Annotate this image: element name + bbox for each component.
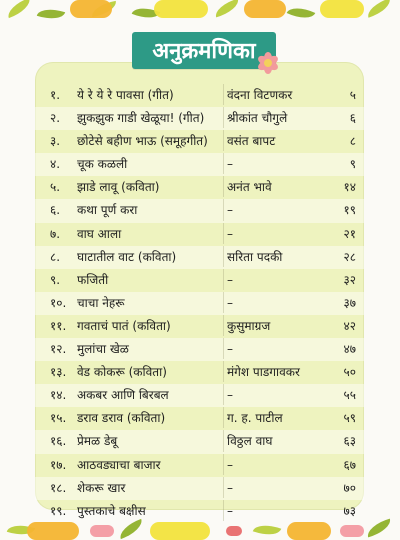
column-divider bbox=[223, 315, 224, 336]
toc-page: ६३ bbox=[343, 434, 356, 449]
flower-shape bbox=[287, 522, 331, 540]
leaf-icon bbox=[365, 0, 393, 18]
leaf-icon bbox=[253, 520, 282, 540]
toc-title: गवताचं पातं (कविता) bbox=[77, 318, 171, 333]
toc-row bbox=[35, 130, 364, 153]
toc-row bbox=[35, 430, 364, 453]
toc-author: वंदना विटणकर bbox=[227, 88, 293, 102]
column-divider bbox=[223, 500, 224, 521]
column-divider bbox=[223, 477, 224, 498]
toc-row bbox=[35, 223, 364, 246]
toc-number: ९. bbox=[50, 272, 61, 287]
toc-page: ५० bbox=[343, 365, 356, 380]
toc-author: – bbox=[227, 457, 233, 472]
toc-page: ८ bbox=[349, 134, 356, 149]
toc-title: अकबर आणि बिरबल bbox=[77, 388, 169, 403]
toc-row bbox=[35, 407, 364, 430]
toc-title: आठवड्याचा बाजार bbox=[77, 457, 161, 472]
toc-author: – bbox=[227, 226, 233, 241]
toc-author: ग. ह. पाटील bbox=[227, 411, 283, 426]
column-divider bbox=[223, 199, 224, 220]
toc-page: ४२ bbox=[343, 318, 356, 333]
toc-author: अनंत भावे bbox=[227, 180, 272, 195]
column-divider bbox=[223, 292, 224, 313]
toc-page: ७३ bbox=[343, 503, 356, 518]
toc-author: – bbox=[227, 157, 233, 172]
toc-author: – bbox=[227, 272, 233, 287]
toc-number: ८. bbox=[50, 249, 61, 264]
toc-page: ३२ bbox=[343, 272, 356, 287]
toc-number: १०. bbox=[50, 295, 67, 310]
column-divider bbox=[223, 384, 224, 405]
toc-row bbox=[35, 246, 364, 269]
toc-author: मंगेश पाडगावकर bbox=[227, 365, 300, 380]
toc-title: ये रे ये रे पावसा (गीत) bbox=[77, 88, 174, 102]
toc-title: चूक कळली bbox=[77, 157, 128, 172]
toc-title: चाचा नेहरू bbox=[77, 295, 125, 310]
toc-row bbox=[35, 315, 364, 338]
toc-title: प्रेमळ डेबू bbox=[77, 434, 118, 449]
column-divider bbox=[223, 430, 224, 451]
flower-shape bbox=[340, 525, 364, 537]
toc-author: – bbox=[227, 342, 233, 357]
toc-number: ६. bbox=[50, 203, 61, 218]
toc-number: १६. bbox=[50, 434, 67, 449]
toc-title: शेकरू खार bbox=[77, 480, 126, 495]
column-divider bbox=[223, 84, 224, 105]
toc-page: ६७ bbox=[343, 457, 356, 472]
toc-page: २१ bbox=[343, 226, 356, 241]
toc-row bbox=[35, 153, 364, 176]
toc-row bbox=[35, 500, 364, 523]
toc-number: ३. bbox=[50, 134, 61, 149]
flower-shape bbox=[154, 0, 208, 18]
toc-number: ११. bbox=[50, 318, 67, 333]
flower-shape bbox=[226, 526, 242, 536]
column-divider bbox=[223, 454, 224, 475]
toc-number: १८. bbox=[50, 480, 67, 495]
toc-author: सरिता पदकी bbox=[227, 249, 283, 264]
toc-title: पुस्तकाचे बक्षीस bbox=[77, 503, 146, 518]
toc-row bbox=[35, 292, 364, 315]
leaf-icon bbox=[213, 0, 241, 17]
toc-title: मुलांचा खेळ bbox=[77, 342, 129, 357]
toc-title: वेड कोकरू (कविता) bbox=[77, 365, 167, 380]
toc-author: – bbox=[227, 388, 233, 403]
toc-row bbox=[35, 361, 364, 384]
toc-page: ५ bbox=[349, 88, 356, 102]
toc-row bbox=[35, 338, 364, 361]
toc-title: वाघ आला bbox=[77, 226, 122, 241]
column-divider bbox=[223, 130, 224, 151]
toc-number: १७. bbox=[50, 457, 67, 472]
page-title: अनुक्रमणिका bbox=[132, 32, 276, 69]
flower-shape bbox=[320, 0, 364, 18]
toc-author: विठ्ठल वाघ bbox=[227, 434, 273, 449]
toc-title: झाडे लावू (कविता) bbox=[77, 180, 160, 195]
toc-row bbox=[35, 84, 364, 107]
leaf-icon bbox=[37, 4, 65, 23]
toc-number: १५. bbox=[50, 411, 67, 426]
toc-row bbox=[35, 477, 364, 500]
toc-author: – bbox=[227, 295, 233, 310]
leaf-icon bbox=[5, 0, 34, 18]
column-divider bbox=[223, 361, 224, 382]
column-divider bbox=[223, 407, 224, 428]
toc-title: घाटातील वाट (कविता) bbox=[77, 249, 177, 264]
toc-number: १४. bbox=[50, 388, 67, 403]
column-divider bbox=[223, 153, 224, 174]
column-divider bbox=[223, 246, 224, 267]
toc-page: ६ bbox=[349, 111, 356, 126]
toc-list bbox=[35, 84, 364, 523]
toc-title: छोटेसे बहीण भाऊ (समूहगीत) bbox=[77, 134, 208, 149]
toc-page: ५९ bbox=[343, 411, 356, 426]
toc-title: झुकझुक गाडी खेळूया! (गीत) bbox=[77, 111, 205, 126]
toc-author: कुसुमाग्रज bbox=[227, 318, 271, 333]
toc-page: ४७ bbox=[343, 342, 356, 357]
leaf-icon bbox=[90, 1, 118, 17]
column-divider bbox=[223, 269, 224, 290]
toc-author: श्रीकांत चौगुले bbox=[227, 111, 288, 126]
toc-number: १९. bbox=[50, 503, 67, 518]
toc-page: ३७ bbox=[343, 295, 356, 310]
toc-row bbox=[35, 199, 364, 222]
leaf-icon bbox=[132, 3, 161, 24]
toc-number: १२. bbox=[50, 342, 67, 357]
toc-row bbox=[35, 454, 364, 477]
toc-page: १९ bbox=[343, 203, 356, 218]
toc-author: – bbox=[227, 480, 233, 495]
toc-row bbox=[35, 107, 364, 130]
toc-number: १३. bbox=[50, 365, 67, 380]
flower-icon bbox=[257, 52, 279, 74]
toc-page: २८ bbox=[343, 249, 356, 264]
column-divider bbox=[223, 107, 224, 128]
toc-row bbox=[35, 176, 364, 199]
flower-shape bbox=[244, 0, 286, 18]
toc-title: कथा पूर्ण करा bbox=[77, 203, 138, 218]
toc-number: ५. bbox=[50, 180, 61, 195]
toc-row bbox=[35, 384, 364, 407]
top-decorative-border bbox=[0, 0, 400, 28]
toc-number: ७. bbox=[50, 226, 61, 241]
toc-author: – bbox=[227, 203, 233, 218]
flower-shape bbox=[70, 0, 112, 18]
column-divider bbox=[223, 223, 224, 244]
flower-shape bbox=[90, 525, 114, 537]
toc-page: १४ bbox=[343, 180, 356, 195]
toc-page: ९ bbox=[349, 157, 356, 172]
toc-page: ५५ bbox=[343, 388, 356, 403]
toc-number: ४. bbox=[50, 157, 61, 172]
leaf-icon bbox=[365, 519, 393, 538]
column-divider bbox=[223, 338, 224, 359]
flower-shape bbox=[150, 522, 210, 540]
toc-author: – bbox=[227, 503, 233, 518]
column-divider bbox=[223, 176, 224, 197]
leaf-icon bbox=[7, 520, 35, 539]
toc-title: डराव डराव (कविता) bbox=[77, 411, 166, 426]
toc-number: २. bbox=[50, 111, 61, 126]
toc-author: वसंत बापट bbox=[227, 134, 276, 149]
toc-row bbox=[35, 269, 364, 292]
leaf-icon bbox=[287, 2, 316, 24]
toc-page: ७० bbox=[343, 480, 356, 495]
flower-shape bbox=[27, 522, 79, 540]
toc-title: फजिती bbox=[77, 272, 109, 287]
toc-number: १. bbox=[50, 88, 61, 102]
